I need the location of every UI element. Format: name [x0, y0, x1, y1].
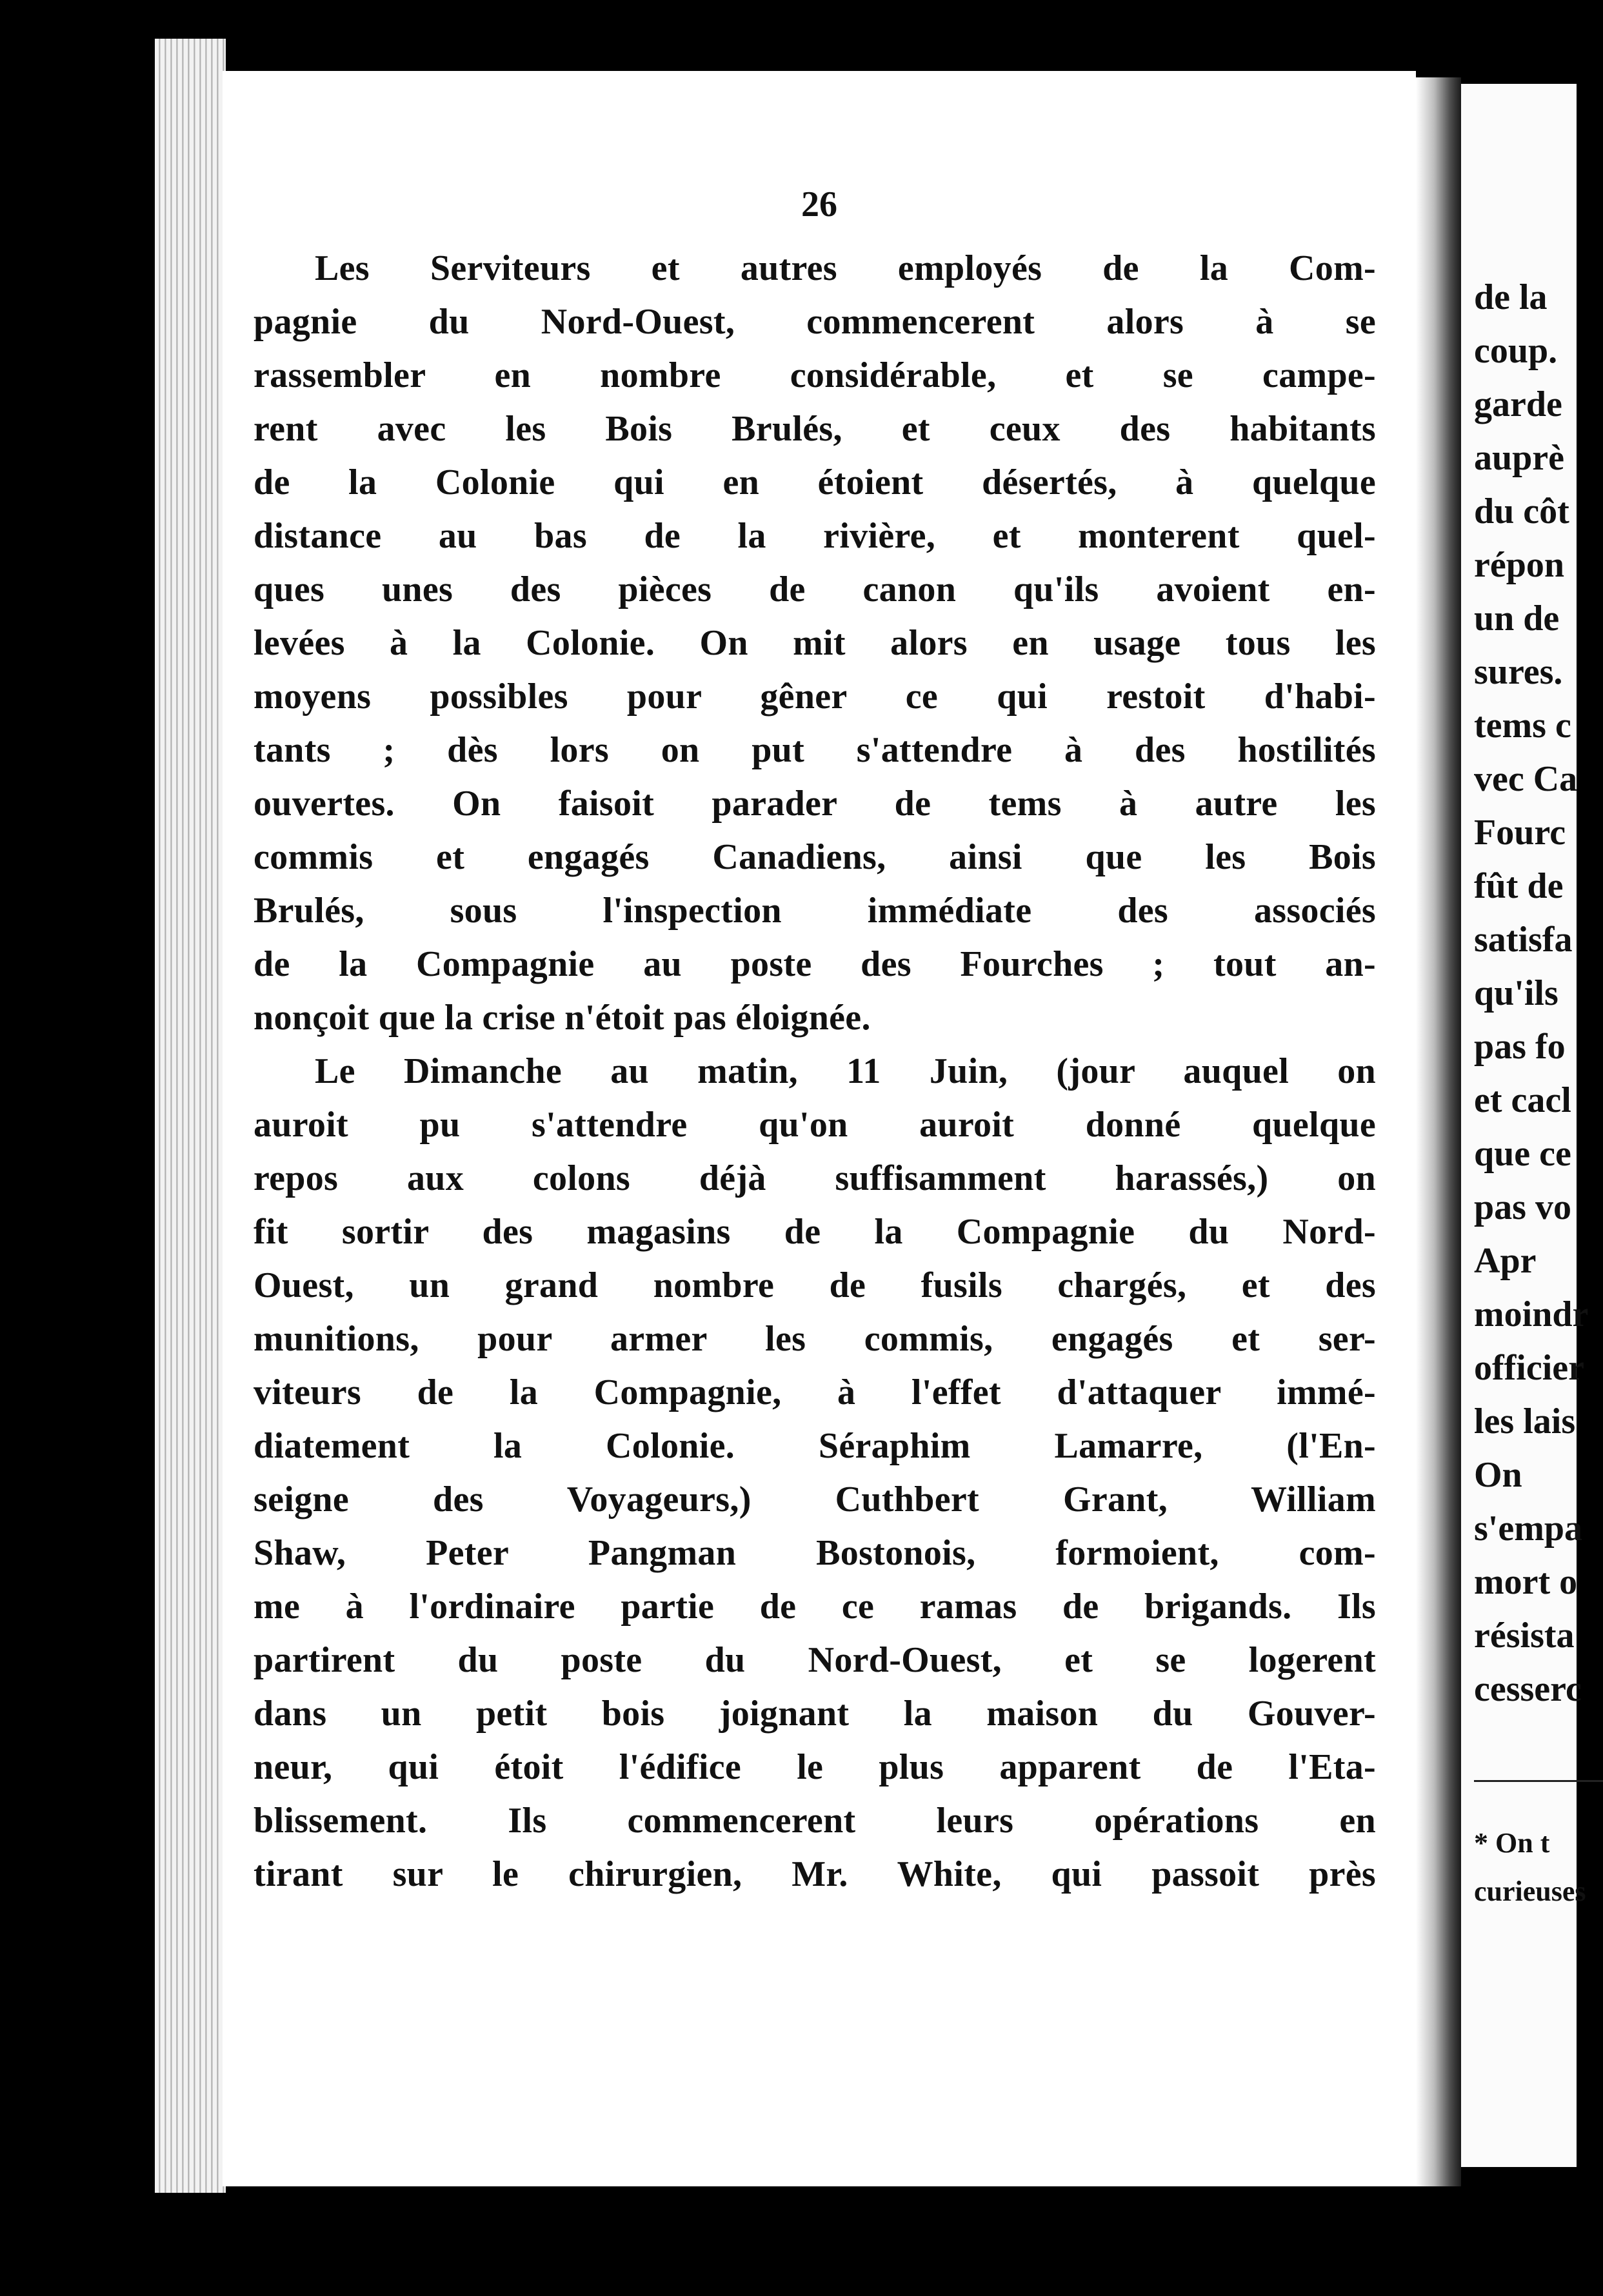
fragment-line: officier	[1474, 1348, 1584, 1388]
footnote-fragment-line: * On t	[1474, 1827, 1550, 1859]
right-page-footnote	[1461, 1819, 1586, 1915]
text-line: de la Colonie qui en étoient désertés, à quelque	[254, 462, 1376, 502]
fragment-line: auprè	[1474, 438, 1564, 478]
fragment-line: cesserc	[1474, 1669, 1582, 1709]
text-line: partirent du poste du Nord-Ouest, et se logerent	[254, 1640, 1376, 1680]
text-line: Le Dimanche au matin, 11 Juin, (jour auquel on	[315, 1051, 1376, 1091]
text-line: Brulés, sous l'inspection immédiate des associés	[254, 891, 1376, 931]
text-line: repos aux colons déjà suffisamment harassés,) on	[254, 1158, 1376, 1198]
fragment-line: garde	[1474, 384, 1562, 424]
body-text	[254, 242, 1376, 1901]
text-line: pagnie du Nord-Ouest, commencerent alors à se	[254, 302, 1376, 342]
text-line: auroit pu s'attendre qu'on auroit donné quelque	[254, 1105, 1376, 1145]
fragment-line: les lais	[1474, 1401, 1576, 1441]
text-line: levées à la Colonie. On mit alors en usage tous les	[254, 623, 1376, 663]
text-line: viteurs de la Compagnie, à l'effet d'attaquer immé-	[254, 1372, 1376, 1412]
right-page-fragment	[1461, 84, 1589, 2167]
fragment-line: vec Ca	[1474, 759, 1578, 799]
text-line: Les Serviteurs et autres employés de la Com-	[315, 248, 1376, 288]
fragment-line: un de	[1474, 599, 1560, 638]
fragment-line: satisfa	[1474, 920, 1573, 960]
fragment-line: du côt	[1474, 491, 1569, 531]
footnote-rule	[1474, 1780, 1603, 1782]
text-line: blissement. Ils commencerent leurs opérations en	[254, 1801, 1376, 1841]
text-line: nonçoit que la crise n'étoit pas éloignée.	[254, 998, 871, 1038]
text-line: me à l'ordinaire partie de ce ramas de brigands. Ils	[254, 1587, 1376, 1627]
text-line: ques unes des pièces de canon qu'ils avoient en-	[254, 569, 1376, 609]
text-line: diatement la Colonie. Séraphim Lamarre, (l'En-	[254, 1426, 1376, 1466]
text-line: moyens possibles pour gêner ce qui restoit d'habi-	[254, 677, 1376, 717]
text-line: Shaw, Peter Pangman Bostonois, formoient, com-	[254, 1533, 1376, 1573]
fragment-line: tems c	[1474, 706, 1571, 746]
footnote-fragment-line: curieuses	[1474, 1875, 1586, 1907]
text-line: dans un petit bois joignant la maison du Gouver-	[254, 1694, 1376, 1734]
fragment-line: pas vo	[1474, 1187, 1571, 1227]
fragment-line: répon	[1474, 545, 1564, 585]
fragment-line: fût de	[1474, 866, 1564, 906]
fragment-line: sures.	[1474, 652, 1563, 692]
text-line: munitions, pour armer les commis, engagés et ser-	[254, 1319, 1376, 1359]
text-line: Ouest, un grand nombre de fusils chargés, et des	[254, 1265, 1376, 1305]
text-line: rassembler en nombre considérable, et se campe-	[254, 355, 1376, 395]
fragment-line: coup.	[1474, 331, 1558, 371]
text-line: distance au bas de la rivière, et monterent quel-	[254, 516, 1376, 556]
text-line: neur, qui étoit l'édifice le plus apparent de l'Eta-	[254, 1747, 1376, 1787]
fragment-line: Fourc	[1474, 813, 1566, 853]
right-page-text	[1461, 271, 1588, 1716]
fragment-line: résista	[1474, 1616, 1575, 1656]
fragment-line: Apr	[1474, 1241, 1537, 1281]
fragment-line: qu'ils	[1474, 973, 1558, 1013]
fragment-line: moindr	[1474, 1294, 1589, 1334]
text-line: tants ; dès lors on put s'attendre à des hostilités	[254, 730, 1376, 770]
fragment-line: pas fo	[1474, 1027, 1566, 1067]
fragment-line: On	[1474, 1455, 1522, 1495]
page-number: 26	[801, 184, 837, 224]
text-line: fit sortir des magasins de la Compagnie du Nord-	[254, 1212, 1376, 1252]
page-edges	[155, 39, 226, 2193]
text-line: ouvertes. On faisoit parader de tems à autre les	[254, 784, 1376, 824]
text-line: tirant sur le chirurgien, Mr. White, qui passoit près	[254, 1854, 1376, 1894]
fragment-line: et cacl	[1474, 1080, 1571, 1120]
fragment-line: s'empa	[1474, 1509, 1582, 1549]
text-line: commis et engagés Canadiens, ainsi que les Bois	[254, 837, 1376, 877]
fragment-line: mort o	[1474, 1562, 1578, 1602]
fragment-line: de la	[1474, 277, 1548, 317]
fragment-line: que ce	[1474, 1134, 1571, 1174]
text-line: rent avec les Bois Brulés, et ceux des habitants	[254, 409, 1376, 449]
book-gutter	[1416, 77, 1461, 2186]
text-line: seigne des Voyageurs,) Cuthbert Grant, William	[254, 1480, 1376, 1519]
text-line: de la Compagnie au poste des Fourches ; tout an-	[254, 944, 1376, 984]
